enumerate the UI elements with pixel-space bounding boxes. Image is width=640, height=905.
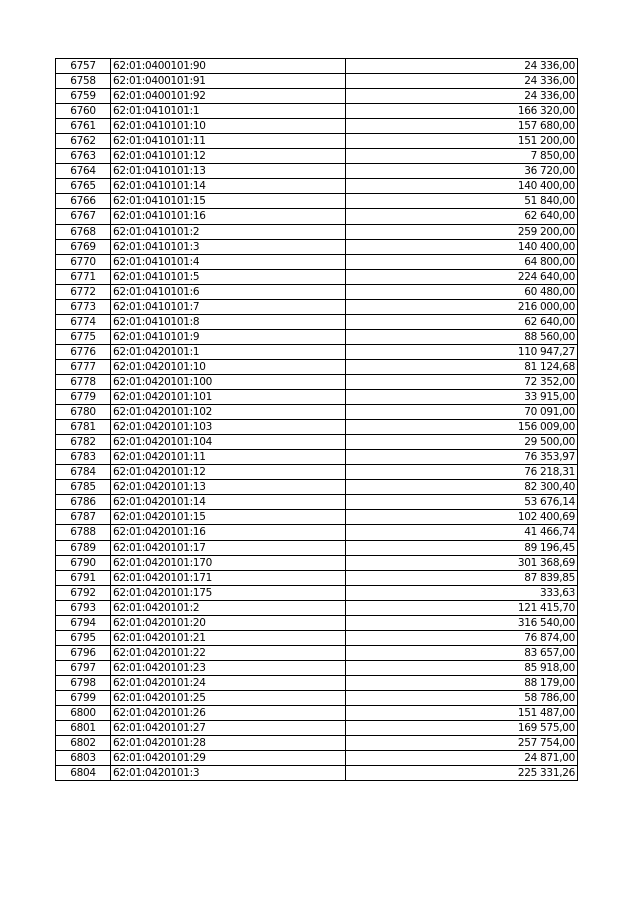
cadastral-number-cell: 62:01:0410101:7 bbox=[111, 299, 346, 314]
cadastral-number-cell: 62:01:0400101:92 bbox=[111, 89, 346, 104]
cadastral-number-cell: 62:01:0410101:4 bbox=[111, 254, 346, 269]
row-number-cell: 6801 bbox=[56, 721, 111, 736]
row-number-cell: 6775 bbox=[56, 329, 111, 344]
cadastral-value-cell: 64 800,00 bbox=[346, 254, 578, 269]
table-row bbox=[56, 224, 578, 239]
cadastral-value-cell: 76 218,31 bbox=[346, 465, 578, 480]
cadastral-number-cell: 62:01:0420101:170 bbox=[111, 555, 346, 570]
cadastral-value-cell: 24 871,00 bbox=[346, 751, 578, 766]
cadastral-number-cell: 62:01:0410101:6 bbox=[111, 284, 346, 299]
cadastral-value-cell: 121 415,70 bbox=[346, 600, 578, 615]
cadastral-value-cell: 151 200,00 bbox=[346, 134, 578, 149]
table-row bbox=[56, 420, 578, 435]
cadastral-value-cell: 24 336,00 bbox=[346, 59, 578, 74]
table-row bbox=[56, 570, 578, 585]
cadastral-value-cell: 81 124,68 bbox=[346, 359, 578, 374]
table-row bbox=[56, 344, 578, 359]
table-row bbox=[56, 690, 578, 705]
cadastral-value-cell: 88 560,00 bbox=[346, 329, 578, 344]
row-number-cell: 6759 bbox=[56, 89, 111, 104]
cadastral-value-cell: 102 400,69 bbox=[346, 510, 578, 525]
table-row bbox=[56, 359, 578, 374]
row-number-cell: 6799 bbox=[56, 690, 111, 705]
cadastral-value-cell: 41 466,74 bbox=[346, 525, 578, 540]
table-row bbox=[56, 59, 578, 74]
cadastral-number-cell: 62:01:0420101:13 bbox=[111, 480, 346, 495]
cadastral-number-cell: 62:01:0410101:3 bbox=[111, 239, 346, 254]
row-number-cell: 6765 bbox=[56, 179, 111, 194]
table-row bbox=[56, 284, 578, 299]
row-number-cell: 6778 bbox=[56, 374, 111, 389]
cadastral-number-cell: 62:01:0420101:10 bbox=[111, 359, 346, 374]
table-row bbox=[56, 74, 578, 89]
row-number-cell: 6784 bbox=[56, 465, 111, 480]
row-number-cell: 6798 bbox=[56, 675, 111, 690]
row-number-cell: 6785 bbox=[56, 480, 111, 495]
cadastral-number-cell: 62:01:0410101:12 bbox=[111, 149, 346, 164]
cadastral-value-cell: 257 754,00 bbox=[346, 736, 578, 751]
cadastral-number-cell: 62:01:0420101:27 bbox=[111, 721, 346, 736]
row-number-cell: 6793 bbox=[56, 600, 111, 615]
table-row bbox=[56, 706, 578, 721]
row-number-cell: 6777 bbox=[56, 359, 111, 374]
table-row bbox=[56, 675, 578, 690]
table-row bbox=[56, 179, 578, 194]
cadastral-number-cell: 62:01:0400101:90 bbox=[111, 59, 346, 74]
row-number-cell: 6757 bbox=[56, 59, 111, 74]
cadastral-value-cell: 166 320,00 bbox=[346, 104, 578, 119]
cadastral-value-cell: 24 336,00 bbox=[346, 89, 578, 104]
cadastral-number-cell: 62:01:0420101:28 bbox=[111, 736, 346, 751]
row-number-cell: 6795 bbox=[56, 630, 111, 645]
table-row bbox=[56, 435, 578, 450]
cadastral-value-cell: 24 336,00 bbox=[346, 74, 578, 89]
row-number-cell: 6774 bbox=[56, 314, 111, 329]
cadastral-number-cell: 62:01:0420101:16 bbox=[111, 525, 346, 540]
cadastral-value-cell: 33 915,00 bbox=[346, 390, 578, 405]
cadastral-number-cell: 62:01:0420101:26 bbox=[111, 706, 346, 721]
table-row bbox=[56, 600, 578, 615]
table-row bbox=[56, 269, 578, 284]
table-row bbox=[56, 585, 578, 600]
cadastral-value-cell: 169 575,00 bbox=[346, 721, 578, 736]
cadastral-number-cell: 62:01:0420101:3 bbox=[111, 766, 346, 781]
table-row bbox=[56, 736, 578, 751]
table-row bbox=[56, 465, 578, 480]
row-number-cell: 6771 bbox=[56, 269, 111, 284]
table-row bbox=[56, 751, 578, 766]
cadastral-number-cell: 62:01:0410101:10 bbox=[111, 119, 346, 134]
table-row bbox=[56, 149, 578, 164]
table-row bbox=[56, 134, 578, 149]
cadastral-value-cell: 88 179,00 bbox=[346, 675, 578, 690]
cadastral-value-cell: 82 300,40 bbox=[346, 480, 578, 495]
cadastral-number-cell: 62:01:0420101:23 bbox=[111, 660, 346, 675]
cadastral-number-cell: 62:01:0420101:24 bbox=[111, 675, 346, 690]
cadastral-value-cell: 60 480,00 bbox=[346, 284, 578, 299]
table-row bbox=[56, 390, 578, 405]
table-row bbox=[56, 89, 578, 104]
cadastral-number-cell: 62:01:0420101:175 bbox=[111, 585, 346, 600]
table-row bbox=[56, 721, 578, 736]
row-number-cell: 6802 bbox=[56, 736, 111, 751]
cadastral-value-cell: 140 400,00 bbox=[346, 179, 578, 194]
cadastral-number-cell: 62:01:0410101:14 bbox=[111, 179, 346, 194]
row-number-cell: 6770 bbox=[56, 254, 111, 269]
row-number-cell: 6796 bbox=[56, 645, 111, 660]
row-number-cell: 6786 bbox=[56, 495, 111, 510]
cadastral-number-cell: 62:01:0410101:13 bbox=[111, 164, 346, 179]
table-row bbox=[56, 194, 578, 209]
row-number-cell: 6788 bbox=[56, 525, 111, 540]
row-number-cell: 6764 bbox=[56, 164, 111, 179]
table-row bbox=[56, 239, 578, 254]
row-number-cell: 6758 bbox=[56, 74, 111, 89]
table-row bbox=[56, 254, 578, 269]
table-row bbox=[56, 766, 578, 781]
cadastral-number-cell: 62:01:0420101:20 bbox=[111, 615, 346, 630]
cadastral-value-cell: 89 196,45 bbox=[346, 540, 578, 555]
cadastral-number-cell: 62:01:0410101:1 bbox=[111, 104, 346, 119]
cadastral-number-cell: 62:01:0410101:9 bbox=[111, 329, 346, 344]
row-number-cell: 6792 bbox=[56, 585, 111, 600]
row-number-cell: 6761 bbox=[56, 119, 111, 134]
cadastral-number-cell: 62:01:0410101:5 bbox=[111, 269, 346, 284]
row-number-cell: 6773 bbox=[56, 299, 111, 314]
cadastral-value-cell: 29 500,00 bbox=[346, 435, 578, 450]
row-number-cell: 6783 bbox=[56, 450, 111, 465]
cadastral-value-cell: 62 640,00 bbox=[346, 209, 578, 224]
cadastral-value-table bbox=[55, 58, 578, 781]
table-row bbox=[56, 314, 578, 329]
cadastral-value-cell: 151 487,00 bbox=[346, 706, 578, 721]
cadastral-value-cell: 83 657,00 bbox=[346, 645, 578, 660]
cadastral-number-cell: 62:01:0410101:11 bbox=[111, 134, 346, 149]
row-number-cell: 6803 bbox=[56, 751, 111, 766]
row-number-cell: 6780 bbox=[56, 405, 111, 420]
row-number-cell: 6794 bbox=[56, 615, 111, 630]
table-row bbox=[56, 405, 578, 420]
cadastral-number-cell: 62:01:0420101:22 bbox=[111, 645, 346, 660]
cadastral-value-cell: 53 676,14 bbox=[346, 495, 578, 510]
cadastral-number-cell: 62:01:0420101:103 bbox=[111, 420, 346, 435]
cadastral-number-cell: 62:01:0420101:2 bbox=[111, 600, 346, 615]
cadastral-value-cell: 225 331,26 bbox=[346, 766, 578, 781]
cadastral-value-cell: 157 680,00 bbox=[346, 119, 578, 134]
table-row bbox=[56, 540, 578, 555]
row-number-cell: 6769 bbox=[56, 239, 111, 254]
table-row bbox=[56, 510, 578, 525]
row-number-cell: 6797 bbox=[56, 660, 111, 675]
cadastral-value-cell: 87 839,85 bbox=[346, 570, 578, 585]
table-row bbox=[56, 299, 578, 314]
row-number-cell: 6767 bbox=[56, 209, 111, 224]
row-number-cell: 6800 bbox=[56, 706, 111, 721]
cadastral-number-cell: 62:01:0410101:15 bbox=[111, 194, 346, 209]
table-row bbox=[56, 615, 578, 630]
row-number-cell: 6762 bbox=[56, 134, 111, 149]
table-row bbox=[56, 329, 578, 344]
table-row bbox=[56, 630, 578, 645]
row-number-cell: 6781 bbox=[56, 420, 111, 435]
cadastral-number-cell: 62:01:0420101:29 bbox=[111, 751, 346, 766]
row-number-cell: 6760 bbox=[56, 104, 111, 119]
cadastral-number-cell: 62:01:0420101:17 bbox=[111, 540, 346, 555]
table-row bbox=[56, 119, 578, 134]
cadastral-value-cell: 58 786,00 bbox=[346, 690, 578, 705]
cadastral-value-cell: 76 874,00 bbox=[346, 630, 578, 645]
cadastral-number-cell: 62:01:0410101:8 bbox=[111, 314, 346, 329]
row-number-cell: 6789 bbox=[56, 540, 111, 555]
row-number-cell: 6804 bbox=[56, 766, 111, 781]
cadastral-number-cell: 62:01:0420101:25 bbox=[111, 690, 346, 705]
cadastral-value-cell: 301 368,69 bbox=[346, 555, 578, 570]
table-body bbox=[56, 59, 578, 781]
table-row bbox=[56, 660, 578, 675]
table-row bbox=[56, 450, 578, 465]
cadastral-number-cell: 62:01:0420101:101 bbox=[111, 390, 346, 405]
cadastral-number-cell: 62:01:0410101:16 bbox=[111, 209, 346, 224]
row-number-cell: 6776 bbox=[56, 344, 111, 359]
cadastral-number-cell: 62:01:0420101:1 bbox=[111, 344, 346, 359]
row-number-cell: 6791 bbox=[56, 570, 111, 585]
row-number-cell: 6790 bbox=[56, 555, 111, 570]
cadastral-value-cell: 140 400,00 bbox=[346, 239, 578, 254]
table-row bbox=[56, 555, 578, 570]
row-number-cell: 6787 bbox=[56, 510, 111, 525]
table-row bbox=[56, 495, 578, 510]
cadastral-number-cell: 62:01:0420101:12 bbox=[111, 465, 346, 480]
table-row bbox=[56, 374, 578, 389]
row-number-cell: 6772 bbox=[56, 284, 111, 299]
cadastral-value-cell: 110 947,27 bbox=[346, 344, 578, 359]
cadastral-number-cell: 62:01:0400101:91 bbox=[111, 74, 346, 89]
cadastral-number-cell: 62:01:0420101:100 bbox=[111, 374, 346, 389]
cadastral-number-cell: 62:01:0420101:102 bbox=[111, 405, 346, 420]
row-number-cell: 6779 bbox=[56, 390, 111, 405]
cadastral-number-cell: 62:01:0420101:104 bbox=[111, 435, 346, 450]
cadastral-value-cell: 7 850,00 bbox=[346, 149, 578, 164]
cadastral-number-cell: 62:01:0420101:171 bbox=[111, 570, 346, 585]
cadastral-value-cell: 216 000,00 bbox=[346, 299, 578, 314]
cadastral-value-cell: 62 640,00 bbox=[346, 314, 578, 329]
cadastral-value-cell: 156 009,00 bbox=[346, 420, 578, 435]
cadastral-number-cell: 62:01:0420101:14 bbox=[111, 495, 346, 510]
cadastral-value-cell: 316 540,00 bbox=[346, 615, 578, 630]
cadastral-value-cell: 51 840,00 bbox=[346, 194, 578, 209]
cadastral-number-cell: 62:01:0420101:21 bbox=[111, 630, 346, 645]
cadastral-value-cell: 70 091,00 bbox=[346, 405, 578, 420]
row-number-cell: 6782 bbox=[56, 435, 111, 450]
cadastral-value-cell: 76 353,97 bbox=[346, 450, 578, 465]
cadastral-value-cell: 36 720,00 bbox=[346, 164, 578, 179]
table-row bbox=[56, 480, 578, 495]
table-row bbox=[56, 525, 578, 540]
table-row bbox=[56, 104, 578, 119]
row-number-cell: 6768 bbox=[56, 224, 111, 239]
cadastral-value-cell: 259 200,00 bbox=[346, 224, 578, 239]
row-number-cell: 6763 bbox=[56, 149, 111, 164]
cadastral-value-cell: 333,63 bbox=[346, 585, 578, 600]
cadastral-number-cell: 62:01:0420101:11 bbox=[111, 450, 346, 465]
cadastral-number-cell: 62:01:0420101:15 bbox=[111, 510, 346, 525]
cadastral-value-cell: 72 352,00 bbox=[346, 374, 578, 389]
table-row bbox=[56, 645, 578, 660]
table-row bbox=[56, 209, 578, 224]
row-number-cell: 6766 bbox=[56, 194, 111, 209]
cadastral-number-cell: 62:01:0410101:2 bbox=[111, 224, 346, 239]
cadastral-value-cell: 85 918,00 bbox=[346, 660, 578, 675]
table-row bbox=[56, 164, 578, 179]
cadastral-value-cell: 224 640,00 bbox=[346, 269, 578, 284]
